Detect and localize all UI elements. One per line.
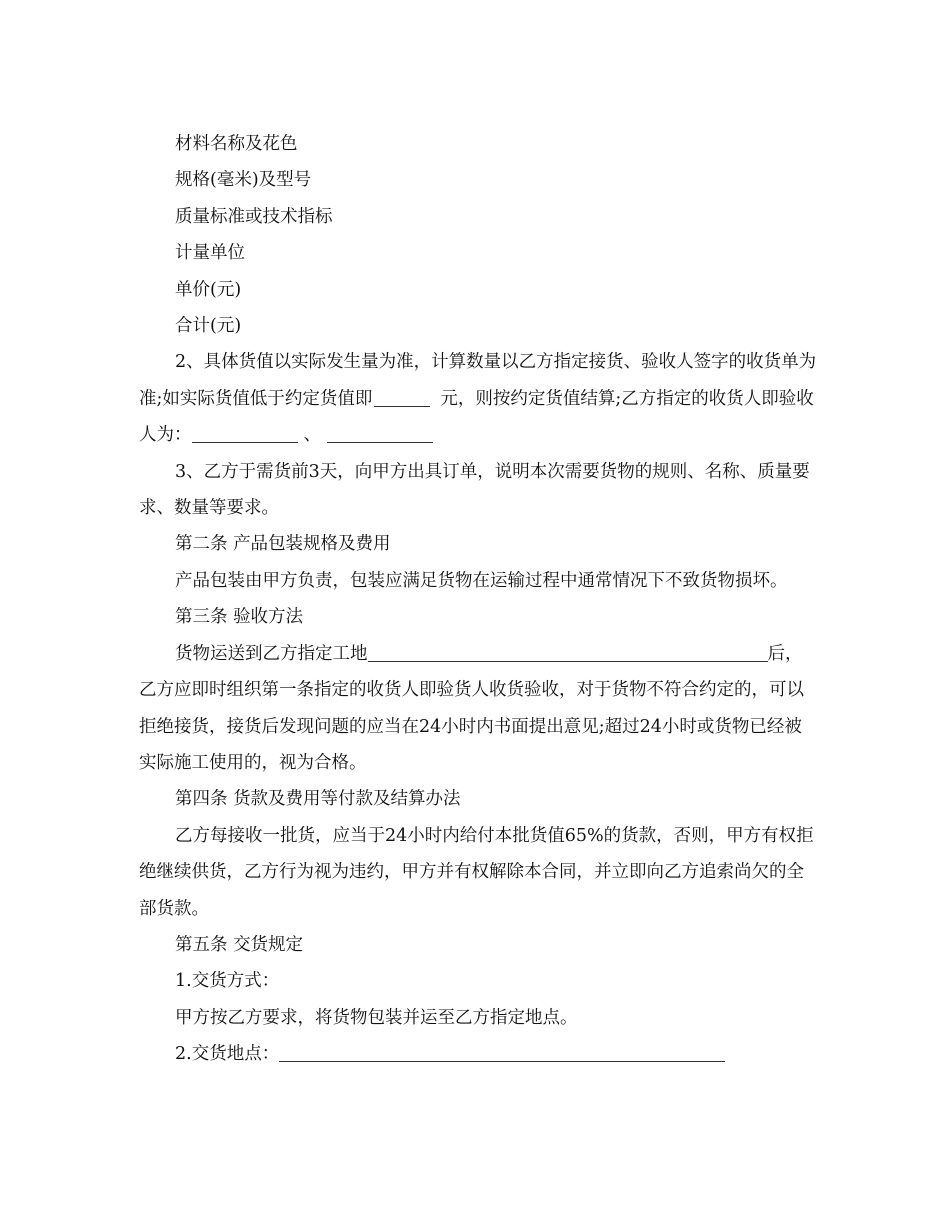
material-name-line: 材料名称及花色 (175, 134, 298, 154)
delivery-method-paragraph: 甲方按乙方要求，将货物包装并运至乙方指定地点。 (175, 1007, 578, 1028)
delivery-place-blank (279, 1039, 725, 1062)
article-4-heading: 第四条 货款及费用等付款及结算办法 (175, 789, 461, 810)
inspection-text-b: 后，乙方应即时组织第一条指定的收货人即验货人收货验收，对于货物不符合约定的，可以拒绝接货，接货后发现问题的应当在24小时内书面提出意见;超过24小时或货物已经被实际施工使用的，视为合格。 (139, 643, 804, 773)
packaging-paragraph: 产品包装由甲方负责，包装应满足货物在运输过程中通常情况下不致货物损坏。 (175, 570, 788, 591)
article-3-heading: 第三条 验收方法 (175, 607, 304, 628)
article-2-heading: 第二条 产品包装规格及费用 (175, 534, 391, 555)
agreed-value-blank (374, 384, 430, 407)
inspection-paragraph (139, 636, 819, 782)
site-blank (368, 639, 768, 662)
delivery-method-item: 1.交货方式： (175, 971, 280, 992)
goods-value-text-b: 元，则按约定货值结算;乙方指定的收货人即验收人为： (139, 388, 814, 446)
article-5-heading: 第五条 交货规定 (175, 934, 304, 955)
contract-text (139, 126, 819, 1073)
delivery-place-item (139, 1036, 819, 1072)
unit-price-line: 单价(元) (175, 279, 242, 300)
order-paragraph: 3、乙方于需货前3天，向甲方出具订单，说明本次需要货物的规则、名称、质量要求、数量等要求。 (139, 461, 810, 519)
receiver-separator: 、 (303, 425, 321, 446)
inspection-text-a: 货物运送到乙方指定工地 (175, 643, 368, 664)
receiver-blank-1 (192, 420, 298, 443)
quality-line: 质量标准或技术指标 (175, 206, 333, 227)
receiver-blank-2 (327, 420, 433, 443)
delivery-place-label: 2.交货地点： (175, 1044, 280, 1065)
total-line: 合计(元) (175, 316, 242, 337)
spec-line: 规格(毫米)及型号 (175, 170, 312, 191)
goods-value-paragraph (139, 344, 819, 453)
goods-value-text-a: 2、具体货值以实际发生量为准，计算数量以乙方指定接货、验收人签字的收货单为准;如实际货值低于约定货值即 (139, 352, 817, 409)
payment-paragraph: 乙方每接收一批货，应当于24小时内给付本批货值65%的货款，否则，甲方有权拒绝继续供货，乙方行为视为违约，甲方并有权解除本合同，并立即向乙方追索尚欠的全部货款。 (139, 825, 814, 919)
unit-line: 计量单位 (175, 243, 245, 264)
